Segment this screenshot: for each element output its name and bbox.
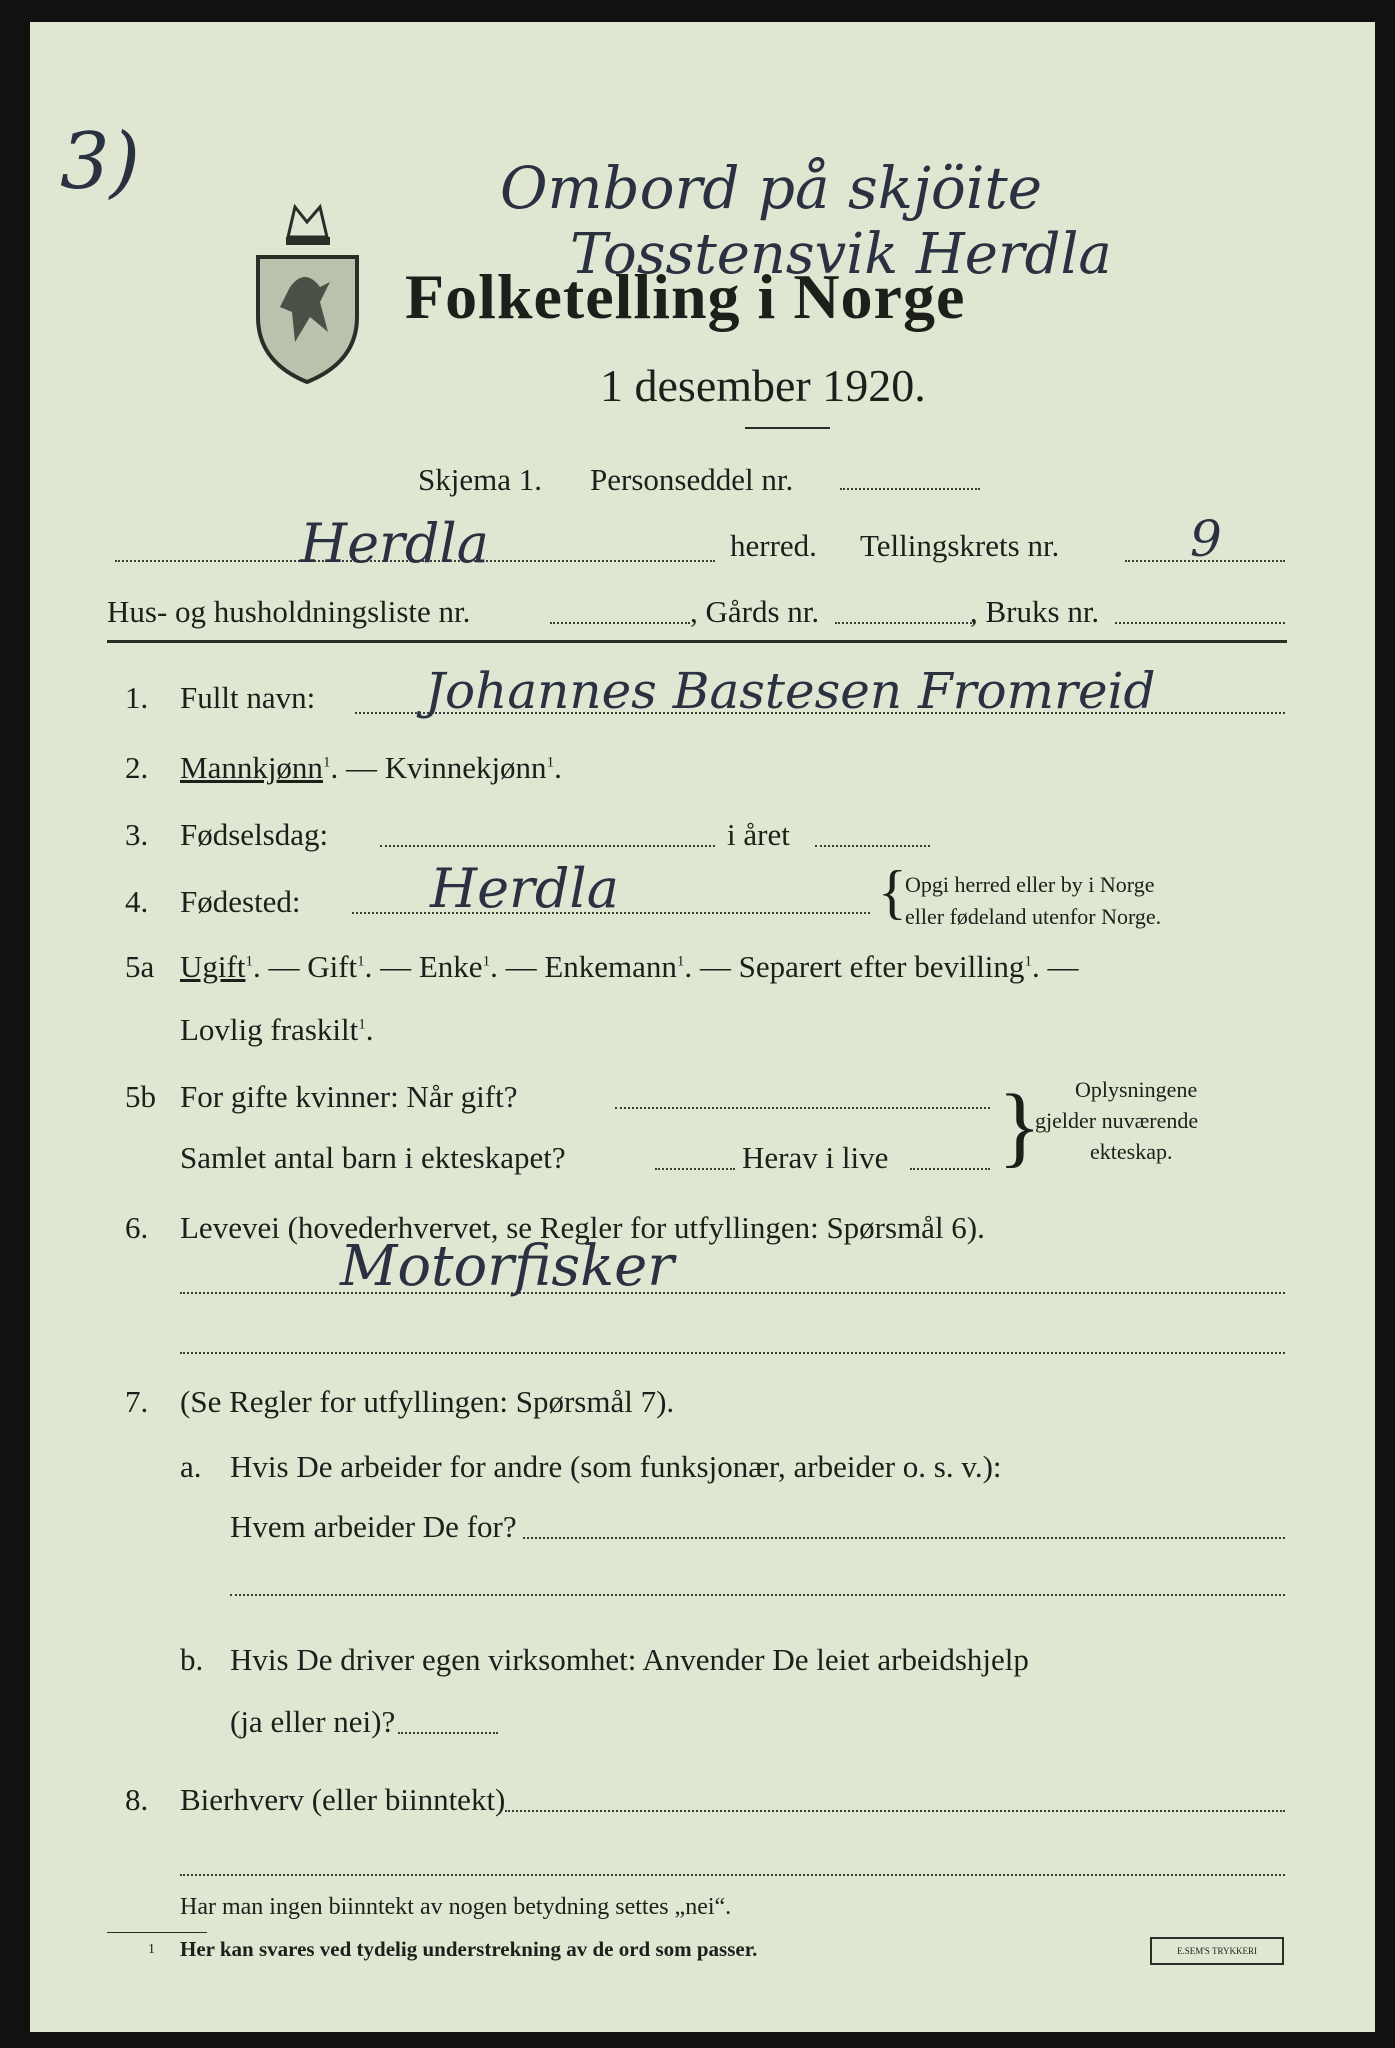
footnote-mark: 1 (245, 953, 253, 970)
title-divider (745, 427, 830, 429)
fraskilt-line: Lovlig fraskilt$^1$. (180, 1012, 374, 1047)
birthplace-value: Herdla (430, 857, 619, 920)
q5b-note-line3: ekteskap. (1090, 1139, 1173, 1164)
herred-value: Herdla (300, 512, 489, 575)
full-name-value: Johannes Bastesen Fromreid (425, 662, 1156, 720)
q7b-number: b. (180, 1642, 204, 1677)
footnote-number: 1 (148, 1942, 155, 1957)
q5b-label2: Samlet antal barn i ekteskapet? (180, 1140, 566, 1175)
birth-year-field[interactable] (815, 845, 930, 847)
employer-field-line2[interactable] (230, 1594, 1285, 1596)
norwegian-coat-of-arms-icon (250, 197, 365, 387)
children-count-field[interactable] (655, 1168, 735, 1170)
q4-note-line1: Opgi herred eller by i Norge (905, 872, 1155, 897)
gards-label: , Gårds nr. (690, 594, 820, 629)
q5b-brace: } (998, 1077, 1042, 1176)
q5a-number: 5a (125, 949, 155, 984)
form-date: 1 desember 1920. (600, 360, 926, 411)
married-date-field[interactable] (615, 1107, 990, 1109)
q7b-text2: (ja eller nei)? (230, 1704, 396, 1739)
hus-label: Hus- og husholdningsliste nr. (107, 594, 471, 629)
footnote-mark: 1 (358, 1016, 366, 1033)
q6-number: 6. (125, 1210, 149, 1245)
occupation-value: Motorfisker (340, 1234, 674, 1299)
tellingskrets-value: 9 (1190, 510, 1222, 568)
personseddel-label: Personseddel nr. (590, 462, 794, 497)
fraskilt-option[interactable]: Lovlig fraskilt (180, 1012, 359, 1047)
q8-label: Bierhverv (eller biinntekt) (180, 1782, 506, 1817)
q8-number: 8. (125, 1782, 149, 1817)
footnote-mark: 1 (357, 953, 365, 970)
bruks-label: , Bruks nr. (970, 594, 1100, 629)
footnote-mark: 1 (676, 953, 685, 970)
q7-number: 7. (125, 1384, 149, 1419)
q5b-label3: Herav i live (742, 1140, 889, 1175)
footnote-mark: 1 (1024, 953, 1032, 970)
q5b-note-line2: gjelder nuværende (1035, 1108, 1199, 1133)
occupation-field-line2[interactable] (180, 1352, 1285, 1354)
q2-options: Mannkjønn$^1$. — Kvinnekjønn$^1$. (180, 750, 562, 785)
q5b-number: 5b (125, 1079, 156, 1114)
female-option[interactable]: — Kvinnekjønn (345, 750, 547, 785)
birth-year-label: i året (727, 817, 790, 852)
q2-number: 2. (125, 750, 149, 785)
male-option[interactable]: Mannkjønn (180, 750, 323, 785)
separert-trailing-dash: . — (1031, 949, 1079, 984)
enke-option[interactable]: — Enke (380, 949, 483, 984)
gards-field[interactable] (835, 622, 975, 624)
hus-field[interactable] (550, 622, 690, 624)
printer-stamp: E.SEM'S TRYKKERI (1150, 1937, 1284, 1965)
handwritten-location-line2: Tosstensvik Herdla (570, 222, 1112, 287)
gift-option[interactable]: — Gift (268, 949, 358, 984)
q7-label: (Se Regler for utfyllingen: Spørsmål 7). (180, 1384, 675, 1419)
footnote-mark: 1 (546, 754, 555, 771)
census-form-sheet (30, 22, 1375, 2032)
q7a-number: a. (180, 1449, 202, 1484)
corner-mark: 3) (60, 117, 141, 207)
q5a-options: Ugift$^1$. — Gift$^1$. — Enke$^1$. — Enkemann$^1$. — Separert efter bevilling$^1$. — (180, 949, 1079, 984)
ugift-option[interactable]: Ugift (180, 949, 246, 984)
q4-number: 4. (125, 884, 149, 919)
q1-label: Fullt navn: (180, 680, 316, 715)
q5b-note-line1: Oplysningene (1075, 1077, 1198, 1102)
q3-number: 3. (125, 817, 149, 852)
q7a-text2: Hvem arbeider De for? (230, 1509, 517, 1544)
tellingskrets-label: Tellingskrets nr. (860, 528, 1060, 563)
footnote-mark: 1 (482, 953, 491, 970)
q4-brace: { (878, 859, 907, 925)
footnote-text: Her kan svares ved tydelig understrekning av de ord som passer. (180, 1937, 758, 1961)
q7a-text: Hvis De arbeider for andre (som funksjonær, arbeider o. s. v.): (230, 1449, 1002, 1484)
hired-help-field[interactable] (398, 1732, 498, 1734)
footnote-mark: 1 (322, 754, 331, 771)
employer-field[interactable] (523, 1537, 1285, 1539)
q6-label: Levevei (hovederhvervet, se Regler for utfyllingen: Spørsmål 6). (180, 1210, 985, 1245)
q3-label: Fødselsdag: (180, 817, 329, 852)
q4-label: Fødested: (180, 884, 301, 919)
secondary-income-field[interactable] (505, 1810, 1285, 1812)
q7b-text: Hvis De driver egen virksomhet: Anvender De leiet arbeidshjelp (230, 1642, 1029, 1677)
separert-option[interactable]: — Separert efter bevilling (699, 949, 1025, 984)
children-living-field[interactable] (910, 1168, 990, 1170)
form-title: Folketelling i Norge (405, 261, 966, 332)
bruks-field[interactable] (1115, 622, 1285, 624)
personseddel-field[interactable] (840, 488, 980, 490)
secondary-income-field-line2[interactable] (180, 1874, 1285, 1876)
q5b-label1: For gifte kvinner: Når gift? (180, 1079, 518, 1114)
herred-label: herred. (730, 528, 817, 563)
q8-note: Har man ingen biinntekt av nogen betydning settes „nei“. (180, 1894, 732, 1920)
header-divider (107, 640, 1287, 643)
handwritten-location-line1: Ombord på skjöite (500, 154, 1043, 222)
q4-note-line2: eller fødeland utenfor Norge. (905, 904, 1162, 929)
schema-label: Skjema 1. (418, 462, 542, 497)
enkemann-option[interactable]: — Enkemann (505, 949, 677, 984)
footnote-divider (107, 1932, 207, 1933)
birthday-field[interactable] (380, 845, 715, 847)
q1-number: 1. (125, 680, 149, 715)
